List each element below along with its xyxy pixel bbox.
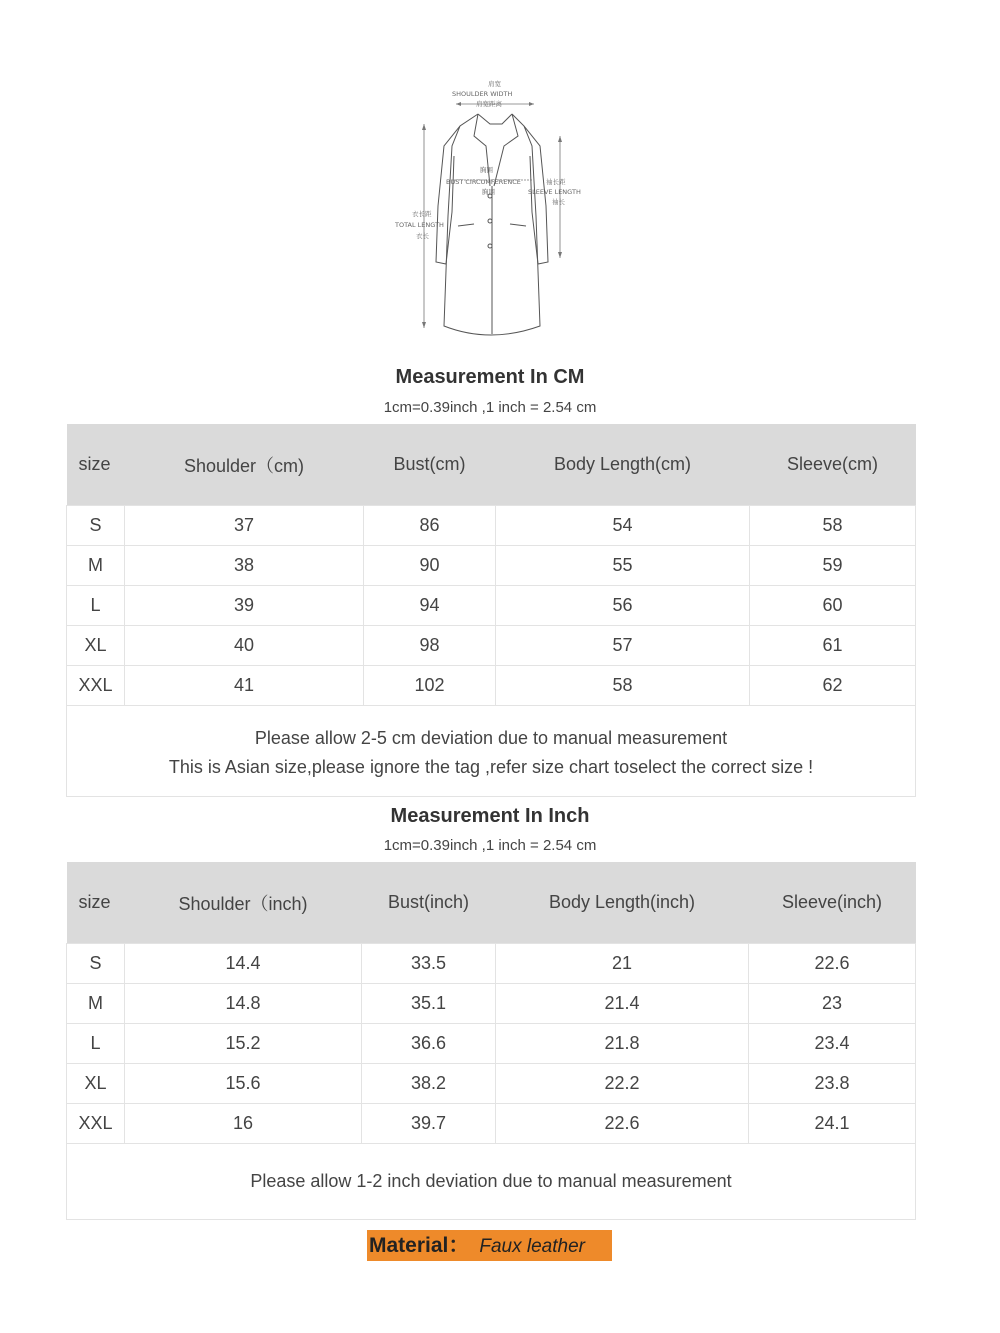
cm-header-length: Body Length(cm) [496, 424, 750, 506]
table-cell: XL [67, 1064, 125, 1104]
cm-header-shoulder: Shoulder（cm) [125, 424, 364, 506]
table-cell: 55 [496, 546, 750, 586]
table-cell: XXL [67, 1104, 125, 1144]
shoulder-cn-label: 肩宽 [488, 80, 501, 88]
inch-conversion-note: 1cm=0.39inch ,1 inch = 2.54 cm [383, 837, 597, 854]
table-cell: 33.5 [362, 944, 496, 984]
table-row [67, 506, 916, 546]
inch-deviation-note: Please allow 1-2 inch deviation due to manual measurement [250, 1171, 732, 1191]
cm-header-row [67, 424, 916, 506]
table-row [67, 666, 916, 706]
table-cell: M [67, 984, 125, 1024]
material-badge [367, 1230, 612, 1261]
inch-header-sleeve: Sleeve(inch) [749, 862, 916, 944]
table-cell: 23 [749, 984, 916, 1024]
table-cell: 90 [364, 546, 496, 586]
material-label: Material： [369, 1234, 470, 1257]
bust-cn-label: 胸围 [480, 166, 493, 174]
table-cell: S [67, 944, 125, 984]
table-cell: 15.2 [125, 1024, 362, 1064]
table-cell: 39 [125, 586, 364, 626]
cm-note-row [67, 706, 916, 797]
material-value: Faux leather [479, 1236, 585, 1257]
table-cell: M [67, 546, 125, 586]
inch-header-length: Body Length(inch) [496, 862, 749, 944]
table-cell: 60 [750, 586, 916, 626]
inch-header-size: size [67, 862, 125, 944]
table-cell: 21.8 [496, 1024, 749, 1064]
shoulder-cn2-label: 肩宽距离 [476, 100, 502, 108]
table-cell: 102 [364, 666, 496, 706]
cm-conversion-note: 1cm=0.39inch ,1 inch = 2.54 cm [383, 399, 597, 416]
cm-note-cell [67, 706, 916, 797]
table-cell: 57 [496, 626, 750, 666]
table-row [67, 586, 916, 626]
table-row [67, 1024, 916, 1064]
inch-header-row [67, 862, 916, 944]
table-cell: S [67, 506, 125, 546]
table-cell: 38 [125, 546, 364, 586]
table-cell: 54 [496, 506, 750, 546]
table-cell: XXL [67, 666, 125, 706]
table-cell: 58 [496, 666, 750, 706]
table-row [67, 546, 916, 586]
table-cell: 56 [496, 586, 750, 626]
table-cell: 41 [125, 666, 364, 706]
table-cell: 62 [750, 666, 916, 706]
cm-section-title: Measurement In CM [395, 366, 585, 388]
table-cell: 23.8 [749, 1064, 916, 1104]
shoulder-en-label: SHOULDER WIDTH [452, 90, 513, 98]
table-row [67, 984, 916, 1024]
table-cell: 98 [364, 626, 496, 666]
length-cn2-label: 衣长 [416, 232, 429, 240]
inch-header-bust: Bust(inch) [362, 862, 496, 944]
inch-section-title: Measurement In Inch [390, 805, 590, 827]
table-cell: 94 [364, 586, 496, 626]
table-row [67, 944, 916, 984]
table-cell: 21 [496, 944, 749, 984]
table-cell: 59 [750, 546, 916, 586]
table-cell: L [67, 1024, 125, 1064]
table-cell: 15.6 [125, 1064, 362, 1104]
table-cell: 40 [125, 626, 364, 666]
table-cell: 35.1 [362, 984, 496, 1024]
cm-size-table [66, 424, 916, 797]
asian-size-note: This is Asian size,please ignore the tag ,refer size chart toselect the correct size ! [168, 757, 814, 777]
table-cell: 22.2 [496, 1064, 749, 1104]
inch-size-table [66, 862, 916, 1220]
table-cell: 23.4 [749, 1024, 916, 1064]
table-cell: L [67, 586, 125, 626]
table-cell: 24.1 [749, 1104, 916, 1144]
table-row [67, 1104, 916, 1144]
length-cn-label: 衣长距 [412, 210, 432, 218]
inch-header-shoulder: Shoulder（inch) [125, 862, 362, 944]
coat-measurement-diagram [390, 76, 610, 348]
table-cell: 39.7 [362, 1104, 496, 1144]
table-cell: 14.4 [125, 944, 362, 984]
bust-en-label: BUST CIRCUMFERENCE [446, 178, 521, 186]
table-cell: 37 [125, 506, 364, 546]
table-cell: XL [67, 626, 125, 666]
table-cell: 86 [364, 506, 496, 546]
cm-header-sleeve: Sleeve(cm) [750, 424, 916, 506]
table-cell: 21.4 [496, 984, 749, 1024]
inch-note-cell [67, 1144, 916, 1220]
table-cell: 38.2 [362, 1064, 496, 1104]
table-cell: 61 [750, 626, 916, 666]
table-cell: 36.6 [362, 1024, 496, 1064]
sleeve-en-label: SLEEVE LENGTH [528, 188, 581, 196]
table-cell: 14.8 [125, 984, 362, 1024]
inch-note-row [67, 1144, 916, 1220]
cm-header-bust: Bust(cm) [364, 424, 496, 506]
table-cell: 58 [750, 506, 916, 546]
length-en-label: TOTAL LENGTH [395, 221, 444, 229]
table-cell: 22.6 [496, 1104, 749, 1144]
table-cell: 22.6 [749, 944, 916, 984]
table-row [67, 1064, 916, 1104]
sleeve-cn-label: 袖长距 [546, 178, 566, 186]
cm-deviation-note: Please allow 2-5 cm deviation due to manual measurement [254, 728, 728, 748]
sleeve-cn2-label: 袖长 [552, 198, 565, 206]
table-cell: 16 [125, 1104, 362, 1144]
cm-header-size: size [67, 424, 125, 506]
bust-cn2-label: 胸围 [482, 188, 495, 196]
table-row [67, 626, 916, 666]
